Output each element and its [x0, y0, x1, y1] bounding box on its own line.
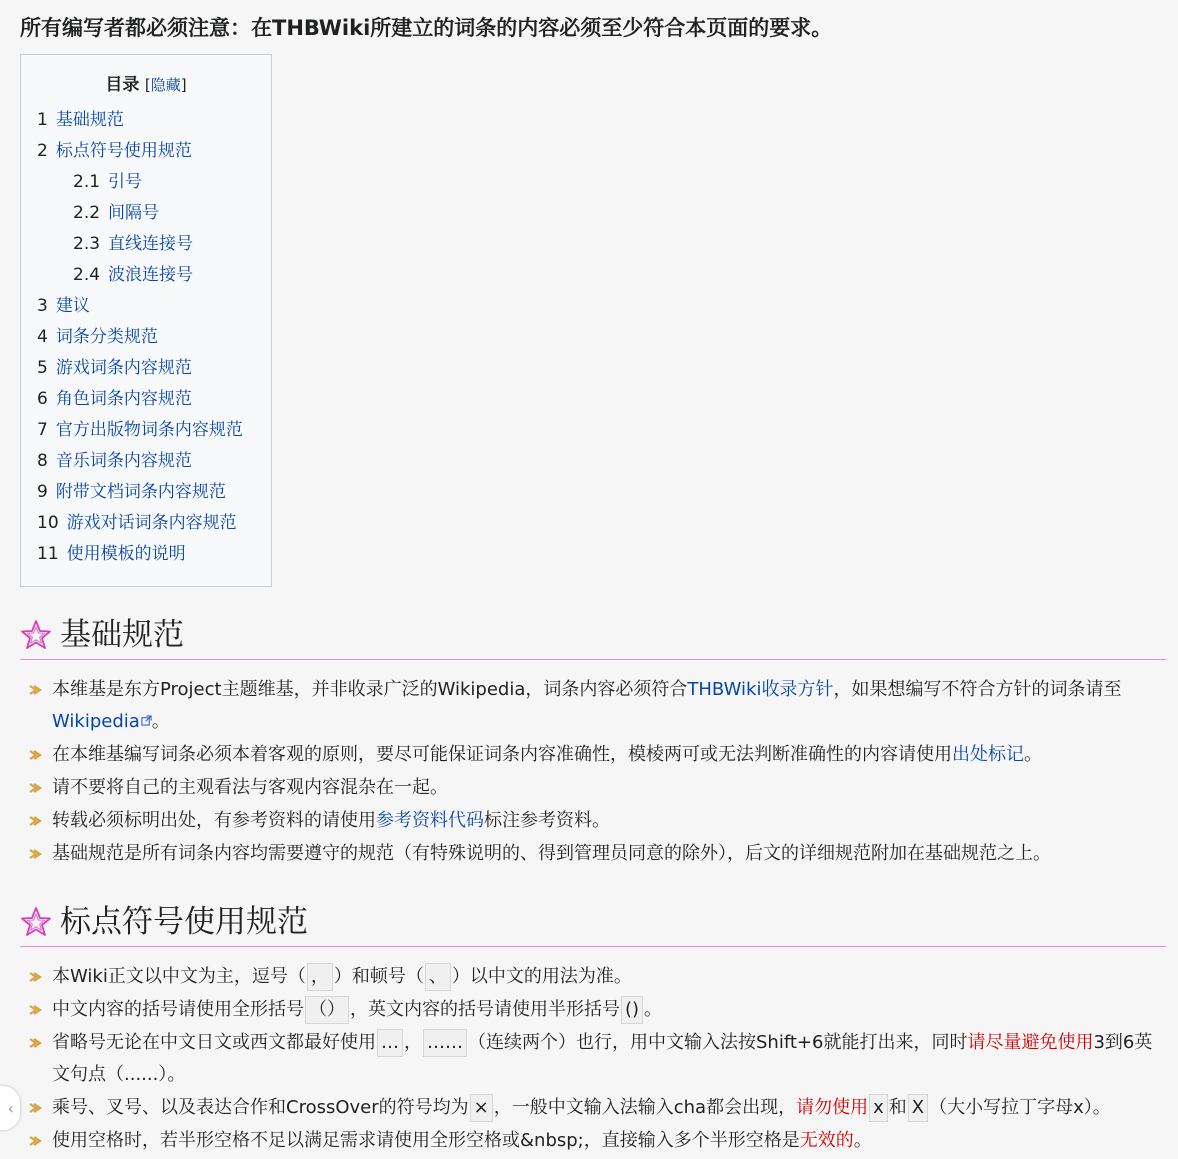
toc-item[interactable]: 2 标点符号使用规范	[37, 141, 192, 161]
warning-text: 无效的	[799, 1130, 854, 1151]
toc-item[interactable]: 3 建议	[37, 296, 90, 316]
code-snippet: …	[377, 1029, 403, 1057]
article-content	[20, 0, 1166, 1158]
code-snippet: X	[908, 1094, 928, 1122]
toc-item[interactable]: 6 角色词条内容规范	[37, 389, 192, 409]
punctuation-rules-list	[20, 961, 1166, 1157]
toc-item[interactable]: 1 基础规范	[37, 110, 124, 130]
bullet-chevron-icon	[28, 1101, 42, 1115]
chevron-left-icon: ‹	[7, 1098, 14, 1118]
bullet-chevron-icon	[28, 683, 42, 697]
basic-rules-list	[20, 674, 1166, 870]
bullet-chevron-icon	[28, 970, 42, 984]
list-item: 使用空格时，若半形空格不足以满足需求请使用全形空格或&nbsp;，直接输入多个半形空格是无效的。	[20, 1125, 1166, 1157]
code-snippet: ，	[307, 963, 333, 991]
list-item: 在本维基编写词条必须本着客观的原则，要尽可能保证词条内容准确性，模棱两可或无法判断准确性的内容请使用出处标记。	[20, 739, 1166, 771]
toc-item[interactable]: 9 附带文档词条内容规范	[37, 482, 226, 502]
toc-toggle[interactable]: [隐藏]	[144, 76, 187, 94]
reference-code-link[interactable]: 参考资料代码	[376, 810, 484, 831]
code-snippet: （）	[305, 996, 349, 1024]
side-panel-toggle[interactable]	[0, 1086, 20, 1130]
table-of-contents	[20, 54, 272, 587]
code-snippet: ×	[470, 1094, 493, 1122]
toc-list	[37, 105, 255, 570]
list-item: 本Wiki正文以中文为主，逗号（ ， ）和顿号（ 、 ）以中文的用法为准。	[20, 961, 1166, 993]
code-snippet: x	[869, 1094, 888, 1122]
list-item: 转载必须标明出处，有参考资料的请使用参考资料代码标注参考资料。	[20, 805, 1166, 837]
list-item: 基础规范是所有词条内容均需要遵守的规范（有特殊说明的、得到管理员同意的除外），后文的详细规范附加在基础规范之上。	[20, 838, 1166, 870]
section-title: 标点符号使用规范	[60, 904, 308, 940]
bullet-chevron-icon	[28, 1134, 42, 1148]
section-heading-punctuation	[20, 900, 1166, 947]
list-item: 省略号无论在中文日文或西文都最好使用 … ， …… （连续两个）也行，用中文输入法按Shift+6就能打出来，同时请尽量避免使用3到6英文句点（......）。	[20, 1027, 1166, 1091]
toc-toggle-link[interactable]: 隐藏	[150, 76, 181, 94]
star-icon	[20, 619, 52, 651]
toc-header	[37, 71, 255, 99]
bullet-chevron-icon	[28, 814, 42, 828]
bullet-chevron-icon	[28, 1036, 42, 1050]
citation-mark-link[interactable]: 出处标记	[952, 744, 1024, 765]
toc-item[interactable]: 4 词条分类规范	[37, 327, 158, 347]
inclusion-policy-link[interactable]: THBWiki收录方针	[687, 679, 834, 700]
toc-item[interactable]: 7 官方出版物词条内容规范	[37, 420, 243, 440]
toc-item[interactable]: 5 游戏词条内容规范	[37, 358, 192, 378]
list-item: 请不要将自己的主观看法与客观内容混杂在一起。	[20, 772, 1166, 804]
toc-subitem[interactable]: 2.1 引号	[73, 172, 143, 192]
editor-notice: 所有编写者都必须注意：在THBWiki所建立的词条的内容必须至少符合本页面的要求。	[20, 16, 833, 40]
wikipedia-link[interactable]: Wikipedia	[52, 711, 140, 732]
warning-text: 请勿使用	[796, 1097, 869, 1118]
bullet-chevron-icon	[28, 781, 42, 795]
toc-item[interactable]: 8 音乐词条内容规范	[37, 451, 192, 471]
section-heading-basic	[20, 613, 1166, 660]
code-snippet: ……	[423, 1029, 467, 1057]
code-snippet: ()	[621, 996, 643, 1024]
list-item: 乘号、叉号、以及表达合作和CrossOver的符号均为 × ，一般中文输入法输入cha都会出现，请勿使用 x 和 X （大小写拉丁字母x）。	[20, 1092, 1166, 1124]
section-title: 基础规范	[60, 617, 184, 653]
toc-subitem[interactable]: 2.3 直线连接号	[73, 234, 194, 254]
bullet-chevron-icon	[28, 1003, 42, 1017]
toc-title: 目录	[105, 75, 140, 95]
bullet-chevron-icon	[28, 847, 42, 861]
toc-subitem[interactable]: 2.2 间隔号	[73, 203, 160, 223]
toc-item[interactable]: 10 游戏对话词条内容规范	[37, 513, 237, 533]
external-link-icon	[141, 715, 152, 726]
star-icon	[20, 906, 52, 938]
code-snippet: 、	[425, 963, 451, 991]
list-item: 本维基是东方Project主题维基，并非收录广泛的Wikipedia，词条内容必须符合THBWiki收录方针，如果想编写不符合方针的词条请至Wikipedia 。	[20, 674, 1166, 738]
toc-subitem[interactable]: 2.4 波浪连接号	[73, 265, 194, 285]
toc-item[interactable]: 11 使用模板的说明	[37, 544, 186, 564]
bullet-chevron-icon	[28, 748, 42, 762]
warning-text: 请尽量避免使用	[967, 1032, 1094, 1053]
list-item: 中文内容的括号请使用全形括号 （） ，英文内容的括号请使用半形括号 () 。	[20, 994, 1166, 1026]
